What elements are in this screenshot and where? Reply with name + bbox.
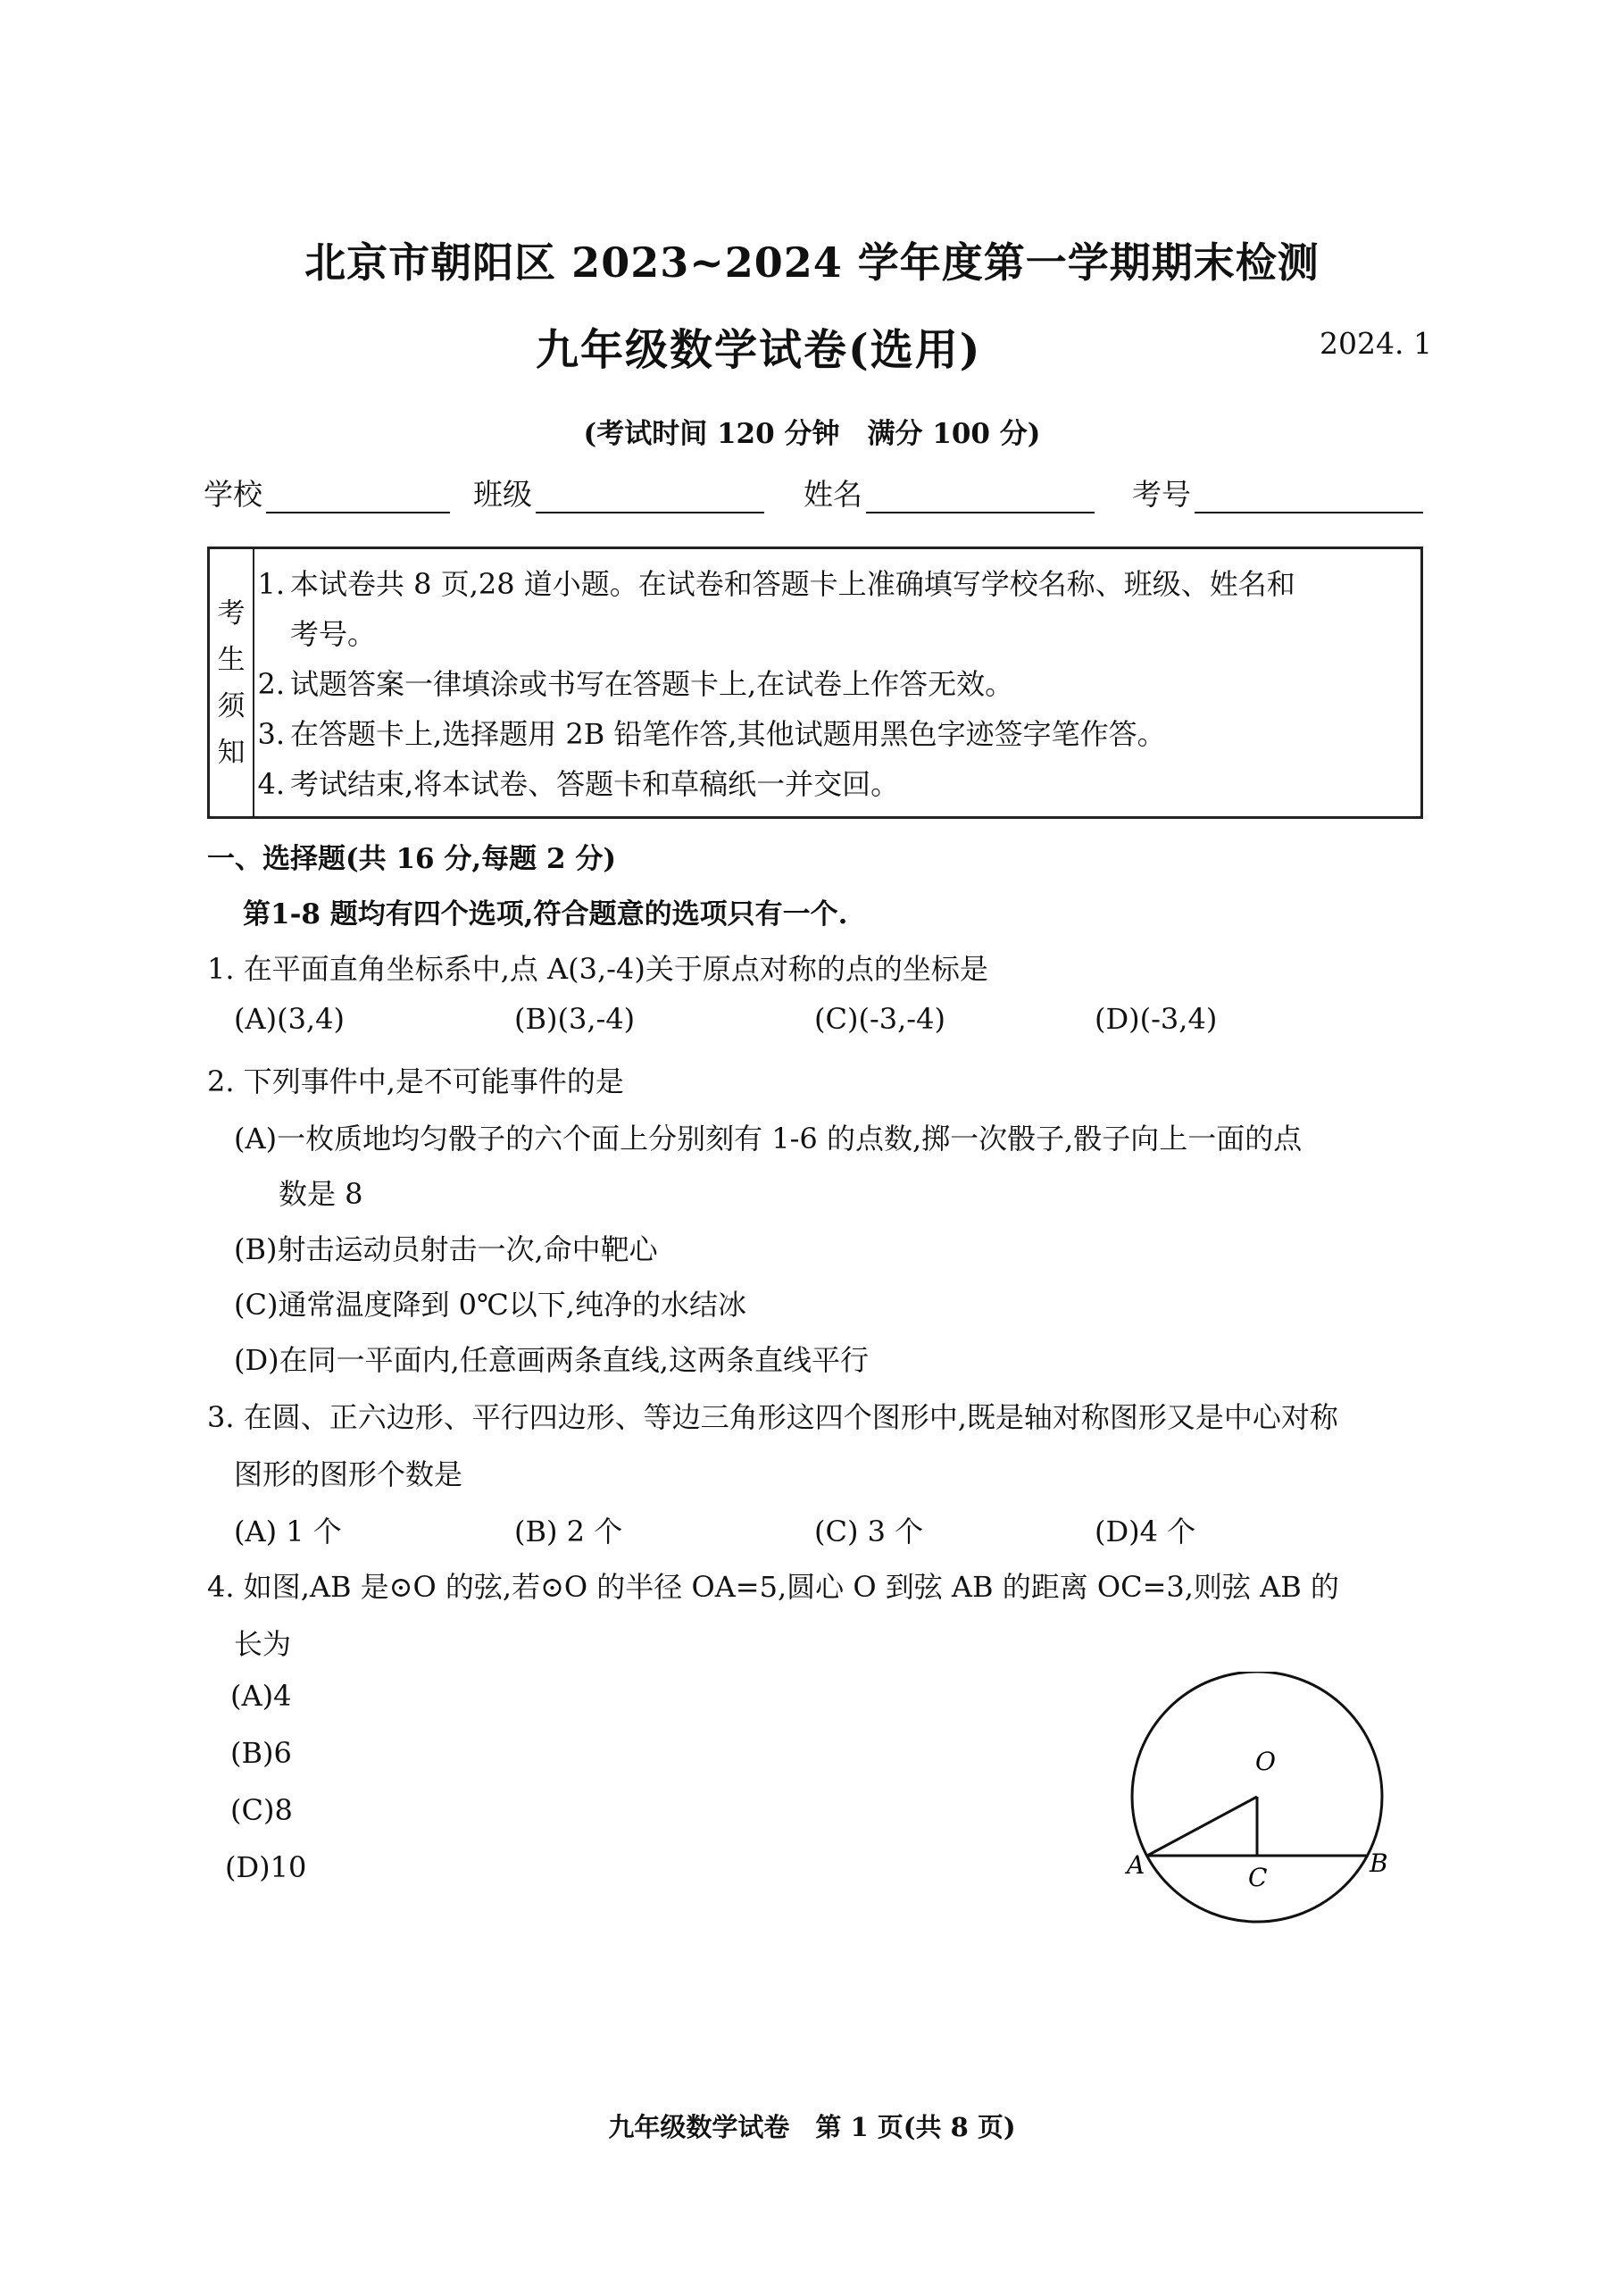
q1-option-a[interactable]: (A)(3,4) [234, 1002, 345, 1036]
class-field[interactable] [473, 472, 764, 513]
name-blank[interactable] [866, 476, 1095, 513]
q3-option-d[interactable]: (D)4 个 [1095, 1515, 1196, 1548]
question-4-stem: 4. 如图,AB 是⊙O 的弦,若⊙O 的半径 OA=5,圆心 O 到弦 AB 的距离 OC=3,则弦 AB 的 [207, 1570, 1339, 1604]
notice-label-char: 须 [217, 689, 246, 722]
q2-option-b[interactable]: (B)射击运动员射击一次,命中靶心 [234, 1232, 658, 1266]
exam-subtitle: 九年级数学试卷(选用) [536, 325, 982, 375]
notice-item: 4. 考试结束,将本试卷、答题卡和草稿纸一并交回。 [257, 767, 900, 801]
radius-oa [1147, 1797, 1257, 1856]
class-blank[interactable] [536, 476, 764, 513]
notice-item: 1. 本试卷共 8 页,28 道小题。在试卷和答题卡上准确填写学校名称、班级、姓名和 [257, 567, 1295, 601]
q4-option-b[interactable]: (B)6 [230, 1736, 292, 1770]
school-label: 学校 [204, 477, 262, 512]
page-footer: 九年级数学试卷 第 1 页(共 8 页) [608, 2112, 1016, 2142]
notice-label-char: 知 [217, 736, 246, 769]
q2-option-a[interactable]: (A)一枚质地均匀骰子的六个面上分别刻有 1-6 的点数,掷一次骰子,骰子向上一面的点 [234, 1122, 1303, 1156]
notice-label-char: 考 [217, 597, 246, 630]
notice-items [253, 549, 1420, 816]
school-blank[interactable] [266, 476, 450, 513]
name-label: 姓名 [804, 477, 862, 512]
q2-option-d[interactable]: (D)在同一平面内,任意画两条直线,这两条直线平行 [234, 1343, 869, 1377]
label-b: B [1370, 1849, 1388, 1878]
q3-option-a[interactable]: (A) 1 个 [234, 1515, 342, 1548]
notice-item: 考号。 [290, 617, 377, 651]
q4-option-c[interactable]: (C)8 [230, 1793, 293, 1827]
class-label: 班级 [473, 477, 532, 512]
question-3-stem: 3. 在圆、正六边形、平行四边形、等边三角形这四个图形中,既是轴对称图形又是中心对称 [207, 1400, 1338, 1434]
label-o: O [1255, 1747, 1276, 1776]
label-c: C [1248, 1863, 1268, 1892]
exam-time-info: (考试时间 120 分钟 满分 100 分) [583, 418, 1041, 450]
q2-option-a-continued: 数是 8 [279, 1177, 363, 1211]
q2-option-c[interactable]: (C)通常温度降到 0℃以下,纯净的水结冰 [234, 1288, 746, 1322]
q1-option-b[interactable]: (B)(3,-4) [514, 1002, 636, 1036]
number-blank[interactable] [1195, 476, 1423, 513]
notice-box [207, 547, 1423, 819]
name-field[interactable] [804, 472, 1095, 513]
section-instruction: 第1-8 题均有四个选项,符合题意的选项只有一个. [243, 898, 848, 931]
question-4-stem-continued: 长为 [234, 1627, 292, 1661]
exam-date: 2024. 1 [1320, 326, 1432, 361]
notice-label-char: 生 [217, 643, 246, 676]
question-2-stem: 2. 下列事件中,是不可能事件的是 [207, 1064, 624, 1098]
q4-option-d[interactable]: (D)10 [225, 1850, 307, 1884]
notice-label [210, 549, 254, 816]
notice-item: 3. 在答题卡上,选择题用 2B 铅笔作答,其他试题用黑色字迹签字笔作答。 [257, 717, 1166, 751]
question-3-stem-continued: 图形的图形个数是 [234, 1457, 463, 1491]
q3-option-c[interactable]: (C) 3 个 [814, 1515, 924, 1548]
number-label: 考号 [1132, 477, 1191, 512]
student-info-fields [204, 472, 1427, 522]
q1-option-d[interactable]: (D)(-3,4) [1095, 1002, 1218, 1036]
section-heading: 一、选择题(共 16 分,每题 2 分) [207, 843, 617, 875]
q4-option-a[interactable]: (A)4 [230, 1679, 292, 1713]
circle-chord-figure [1114, 1672, 1418, 1931]
q3-option-b[interactable]: (B) 2 个 [514, 1515, 623, 1548]
exam-title: 北京市朝阳区 2023~2024 学年度第一学期期末检测 [304, 238, 1320, 287]
school-field[interactable] [204, 472, 450, 513]
number-field[interactable] [1132, 472, 1423, 513]
q1-option-c[interactable]: (C)(-3,-4) [814, 1002, 945, 1036]
question-1-stem: 1. 在平面直角坐标系中,点 A(3,-4)关于原点对称的点的坐标是 [207, 952, 988, 986]
label-a: A [1127, 1850, 1145, 1880]
notice-item: 2. 试题答案一律填涂或书写在答题卡上,在试卷上作答无效。 [257, 667, 1014, 701]
